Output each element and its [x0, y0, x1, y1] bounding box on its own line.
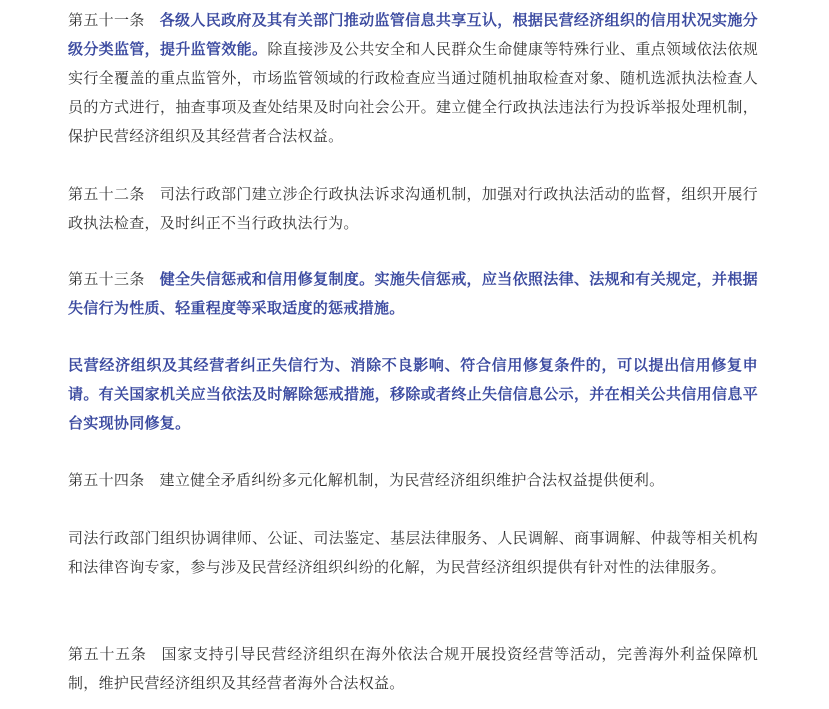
article-53-number: 第五十三条	[68, 270, 145, 288]
article-54-number: 第五十四条	[68, 471, 145, 489]
article-53-paragraph-2: 民营经济组织及其经营者纠正失信行为、消除不良影响、符合信用修复条件的，可以提出信用修复申请。有关国家机关应当依法及时解除惩戒措施，移除或者终止失信信息公示，并在相关公共信用信息平台实现协同修复。	[68, 356, 758, 432]
article-55	[68, 640, 758, 698]
article-51-number: 第五十一条	[68, 11, 145, 29]
article-51	[68, 6, 758, 151]
article-53-emphasis: 健全失信惩戒和信用修复制度。实施失信惩戒，应当依照法律、法规和有关规定，并根据失信行为性质、轻重程度等采取适度的惩戒措施。	[68, 270, 758, 317]
article-53	[68, 265, 758, 323]
article-51-emphasis: 各级人民政府及其有关部门推动监管信息共享互认，根据民营经济组织的信用状况实施分级分类监管，提升监管效能。	[68, 11, 758, 58]
article-52	[68, 180, 758, 238]
article-52-number: 第五十二条	[68, 185, 145, 203]
article-54	[68, 466, 758, 495]
article-54-paragraph-2: 司法行政部门组织协调律师、公证、司法鉴定、基层法律服务、人民调解、商事调解、仲裁等相关机构和法律咨询专家，参与涉及民营经济组织纠纷的化解，为民营经济组织提供有针对性的法律服务。	[68, 529, 758, 576]
article-55-body: 国家支持引导民营经济组织在海外依法合规开展投资经营等活动，完善海外利益保障机制，维护民营经济组织及其经营者海外合法权益。	[68, 645, 758, 692]
article-52-body: 司法行政部门建立涉企行政执法诉求沟通机制，加强对行政执法活动的监督，组织开展行政执法检查，及时纠正不当行政执法行为。	[68, 185, 758, 232]
article-51-body: 除直接涉及公共安全和人民群众生命健康等特殊行业、重点领域依法依规实行全覆盖的重点监管外，市场监管领域的行政检查应当通过随机抽取检查对象、随机选派执法检查人员的方式进行，抽查事项及查处结果及时向社会公开。建立健全行政执法违法行为投诉举报处理机制，保护民营经济组织及其经营者合法权益。	[68, 40, 758, 145]
article-55-number: 第五十五条	[68, 645, 147, 663]
article-54-body: 建立健全矛盾纠纷多元化解机制，为民营经济组织维护合法权益提供便利。	[159, 471, 665, 489]
